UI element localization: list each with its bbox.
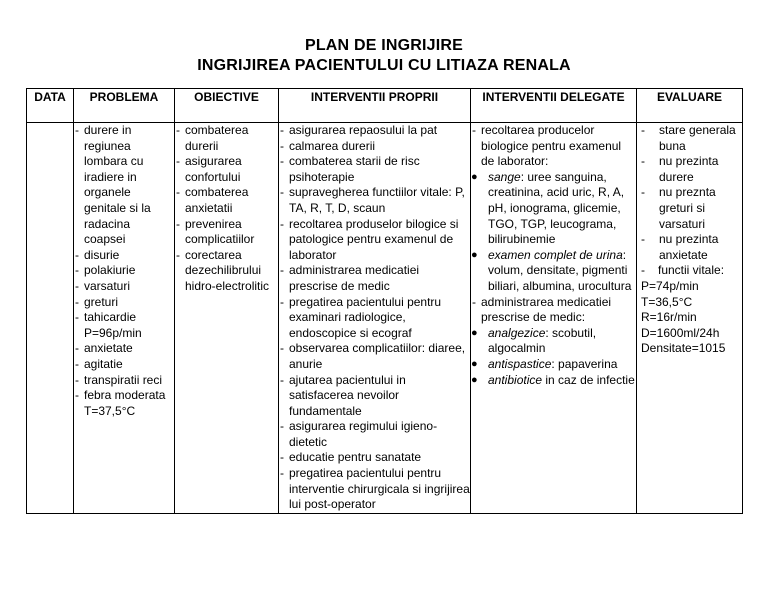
list-item-text: disurie bbox=[84, 247, 120, 262]
list-item-text: administrarea medicatiei prescrise de medic bbox=[289, 263, 420, 293]
bullet-icon: ● bbox=[471, 326, 478, 339]
list-item-text: agitatie bbox=[84, 356, 123, 371]
delegate-drugs-list bbox=[471, 326, 636, 388]
dash-marker: - bbox=[176, 185, 180, 200]
dash-marker: - bbox=[641, 123, 645, 137]
delegate-subitem bbox=[471, 170, 636, 248]
dash-marker: - bbox=[472, 123, 476, 137]
list-item bbox=[641, 232, 742, 263]
delegate-subitem bbox=[471, 248, 636, 295]
dash-marker: - bbox=[75, 263, 79, 278]
dash-marker: - bbox=[176, 123, 180, 137]
list-item bbox=[280, 138, 470, 155]
list-item-text: nu prezinta anxietate bbox=[659, 232, 719, 262]
vital-value: D=1600ml/24h bbox=[641, 325, 720, 340]
delegate-item bbox=[472, 294, 636, 326]
list-item-text: nu preznta greturi si varsaturi bbox=[659, 185, 716, 231]
delegate-list bbox=[471, 123, 636, 170]
list-item-text: varsaturi bbox=[84, 278, 131, 293]
list-item-text: supravegherea functiilor vitale: P, TA, R, T, D, scaun bbox=[289, 185, 465, 215]
list-item bbox=[176, 216, 278, 248]
dash-marker: - bbox=[280, 216, 284, 231]
dash-marker: - bbox=[75, 278, 79, 293]
header-row bbox=[27, 89, 743, 123]
dash-marker: - bbox=[75, 247, 79, 262]
list-item bbox=[280, 341, 470, 372]
delegate-subitem bbox=[471, 357, 636, 373]
list-item-text: stare generala buna bbox=[659, 123, 736, 153]
list-item bbox=[280, 450, 470, 466]
list-item bbox=[280, 419, 470, 450]
dash-marker: - bbox=[280, 123, 284, 137]
list-item bbox=[280, 216, 470, 264]
list-item-text: recoltarea produselor bilogice si patologice pentru examenul de laborator bbox=[289, 216, 459, 262]
list-item bbox=[75, 247, 174, 264]
page-title: PLAN DE INGRIJIRE bbox=[304, 37, 464, 54]
list-item-text: polakiurie bbox=[84, 263, 136, 278]
header-data: DATA bbox=[27, 89, 74, 123]
care-plan-table bbox=[26, 88, 743, 514]
evaluare-vitals bbox=[637, 263, 742, 357]
list-item bbox=[176, 154, 278, 185]
obiective-list bbox=[175, 123, 278, 295]
list-item bbox=[280, 263, 470, 294]
antibiotice-text: in caz de infectie bbox=[542, 372, 635, 387]
proprii-list bbox=[279, 123, 470, 513]
bullet-icon: ● bbox=[471, 248, 478, 261]
functii-line bbox=[641, 263, 742, 279]
list-item-text: anxietate bbox=[84, 341, 133, 356]
body-row bbox=[27, 123, 743, 514]
list-item-text: combaterea durerii bbox=[185, 123, 249, 153]
list-item bbox=[176, 185, 278, 216]
list-item bbox=[280, 123, 470, 139]
analgezice-text: : scobutil, algocalmin bbox=[488, 325, 597, 356]
header-proprii: INTERVENTII PROPRII bbox=[279, 89, 471, 123]
page-subtitle: INGRIJIREA PACIENTULUI CU LITIAZA RENALA bbox=[197, 57, 571, 74]
proprii-cell bbox=[279, 123, 471, 514]
list-item bbox=[280, 185, 470, 216]
dash-marker: - bbox=[472, 294, 476, 309]
functii-label: functii vitale: bbox=[658, 263, 725, 278]
dash-marker: - bbox=[176, 247, 180, 262]
evaluare-cell bbox=[637, 123, 743, 514]
list-item bbox=[75, 123, 174, 248]
list-item-text: prevenirea complicatiilor bbox=[185, 216, 255, 247]
dash-marker: - bbox=[176, 216, 180, 231]
vital-value: Densitate=1015 bbox=[641, 341, 726, 356]
list-item bbox=[280, 372, 470, 420]
delegate-medicatie: administrarea medicatiei prescrise de medic: bbox=[481, 294, 612, 325]
list-item-text: greturi bbox=[84, 294, 119, 309]
data-cell bbox=[27, 123, 74, 514]
dash-marker: - bbox=[176, 154, 180, 169]
dash-marker: - bbox=[641, 154, 645, 169]
header-problema: PROBLEMA bbox=[74, 89, 175, 123]
dash-marker: - bbox=[75, 372, 79, 387]
antispastice-text: : papaverina bbox=[551, 356, 618, 371]
list-item bbox=[75, 310, 174, 341]
list-item-text: calmarea durerii bbox=[289, 138, 376, 153]
delegate-recoltare: recoltarea producelor biologice pentru examenul de laborator: bbox=[481, 123, 622, 169]
list-item-text: corectarea dezechilibrului hidro-electrolitic bbox=[185, 247, 270, 293]
antispastice-label: antispastice bbox=[488, 356, 552, 371]
header-delegate bbox=[471, 89, 637, 123]
dash-marker: - bbox=[280, 450, 284, 465]
list-item bbox=[176, 123, 278, 154]
list-item-text: asigurarea confortului bbox=[185, 154, 242, 184]
problema-cell bbox=[74, 123, 175, 514]
list-item bbox=[75, 388, 174, 419]
dash-marker: - bbox=[75, 356, 79, 371]
dash-marker: - bbox=[75, 294, 79, 309]
problema-list bbox=[74, 123, 174, 419]
dash-marker: - bbox=[280, 185, 284, 200]
dash-marker: - bbox=[280, 372, 284, 387]
delegate-subitem bbox=[471, 373, 636, 389]
list-item-text: combaterea starii de risc psihoterapie bbox=[289, 154, 420, 184]
vital-value: R=16r/min bbox=[641, 310, 697, 325]
list-item bbox=[75, 356, 174, 373]
list-item-text: observarea complicatiilor: diaree, anurie bbox=[289, 341, 466, 371]
list-item-text: asigurarea regimului igieno-dietetic bbox=[289, 419, 438, 449]
header-evaluare: EVALUARE bbox=[637, 89, 743, 123]
bullet-icon: ● bbox=[471, 170, 478, 183]
list-item-text: transpiratii reci bbox=[84, 372, 163, 387]
delegate-cell bbox=[471, 123, 637, 514]
dash-marker: - bbox=[641, 232, 645, 247]
list-item-text: pregatirea pacientului pentru interventie chirurgicala si ingrijirea lui post-operator bbox=[289, 466, 470, 512]
vital-value: T=36,5°C bbox=[641, 294, 693, 309]
header-delegate-label: INTERVENTII DELEGATE bbox=[482, 90, 625, 104]
list-item bbox=[176, 247, 278, 295]
list-item-text: asigurarea repaosului la pat bbox=[289, 123, 438, 137]
antibiotice-label: antibiotice bbox=[488, 372, 543, 387]
dash-marker: - bbox=[280, 154, 284, 169]
obiective-cell bbox=[175, 123, 279, 514]
list-item-text: ajutarea pacientului in satisfacerea nevoilor fundamentale bbox=[289, 372, 406, 418]
list-item-text: combaterea anxietatii bbox=[185, 185, 249, 215]
delegate-tests-list bbox=[471, 170, 636, 295]
list-item bbox=[280, 466, 470, 513]
vitals-list bbox=[641, 279, 742, 357]
delegate-item bbox=[472, 123, 636, 170]
list-item bbox=[641, 185, 742, 232]
dash-marker: - bbox=[641, 263, 645, 278]
list-item bbox=[75, 294, 174, 311]
dash-marker: - bbox=[75, 388, 79, 403]
dash-marker: - bbox=[75, 123, 79, 137]
header-obiective: OBIECTIVE bbox=[175, 89, 279, 123]
analgezice-label: analgezice bbox=[488, 325, 546, 340]
list-item bbox=[75, 263, 174, 279]
urina-text: : volum, densitate, pigmenti biliari, albumina, urocultura bbox=[488, 247, 632, 293]
dash-marker: - bbox=[280, 341, 284, 356]
dash-marker: - bbox=[280, 466, 284, 481]
dash-marker: - bbox=[280, 294, 284, 309]
bullet-icon: ● bbox=[471, 373, 478, 386]
list-item-text: febra moderata T=37,5°C bbox=[84, 388, 166, 418]
list-item bbox=[75, 278, 174, 295]
list-item-text: durere in regiunea lombara cu iradiere in organele genitale si la radacina coapsei bbox=[84, 123, 151, 247]
sange-text: : uree sanguina, creatinina, acid uric, R, A, pH, ionograma, glicemie, TGO, TGP, leucograma, bilirubinemie bbox=[488, 169, 625, 247]
dash-marker: - bbox=[75, 341, 79, 356]
dash-marker: - bbox=[75, 310, 79, 325]
dash-marker: - bbox=[641, 185, 645, 200]
list-item bbox=[641, 123, 742, 154]
delegate-list-2 bbox=[471, 295, 636, 326]
evaluare-list bbox=[637, 123, 742, 263]
list-item bbox=[641, 154, 742, 185]
dash-marker: - bbox=[280, 263, 284, 278]
list-item-text: tahicardie P=96p/min bbox=[84, 310, 142, 340]
list-item bbox=[75, 341, 174, 357]
list-item bbox=[280, 154, 470, 185]
dash-marker: - bbox=[280, 419, 284, 434]
sange-label: sange bbox=[488, 169, 521, 184]
bullet-icon: ● bbox=[471, 357, 478, 370]
urina-label: examen complet de urina bbox=[488, 247, 623, 262]
vital-value: P=74p/min bbox=[641, 278, 699, 293]
dash-marker: - bbox=[280, 138, 284, 153]
list-item bbox=[75, 372, 174, 389]
delegate-subitem bbox=[471, 326, 636, 357]
list-item bbox=[280, 294, 470, 342]
list-item-text: educatie pentru sanatate bbox=[289, 450, 422, 465]
list-item-text: nu prezinta durere bbox=[659, 154, 719, 184]
list-item-text: pregatirea pacientului pentru examinari radiologice, endoscopice si ecograf bbox=[289, 294, 442, 340]
